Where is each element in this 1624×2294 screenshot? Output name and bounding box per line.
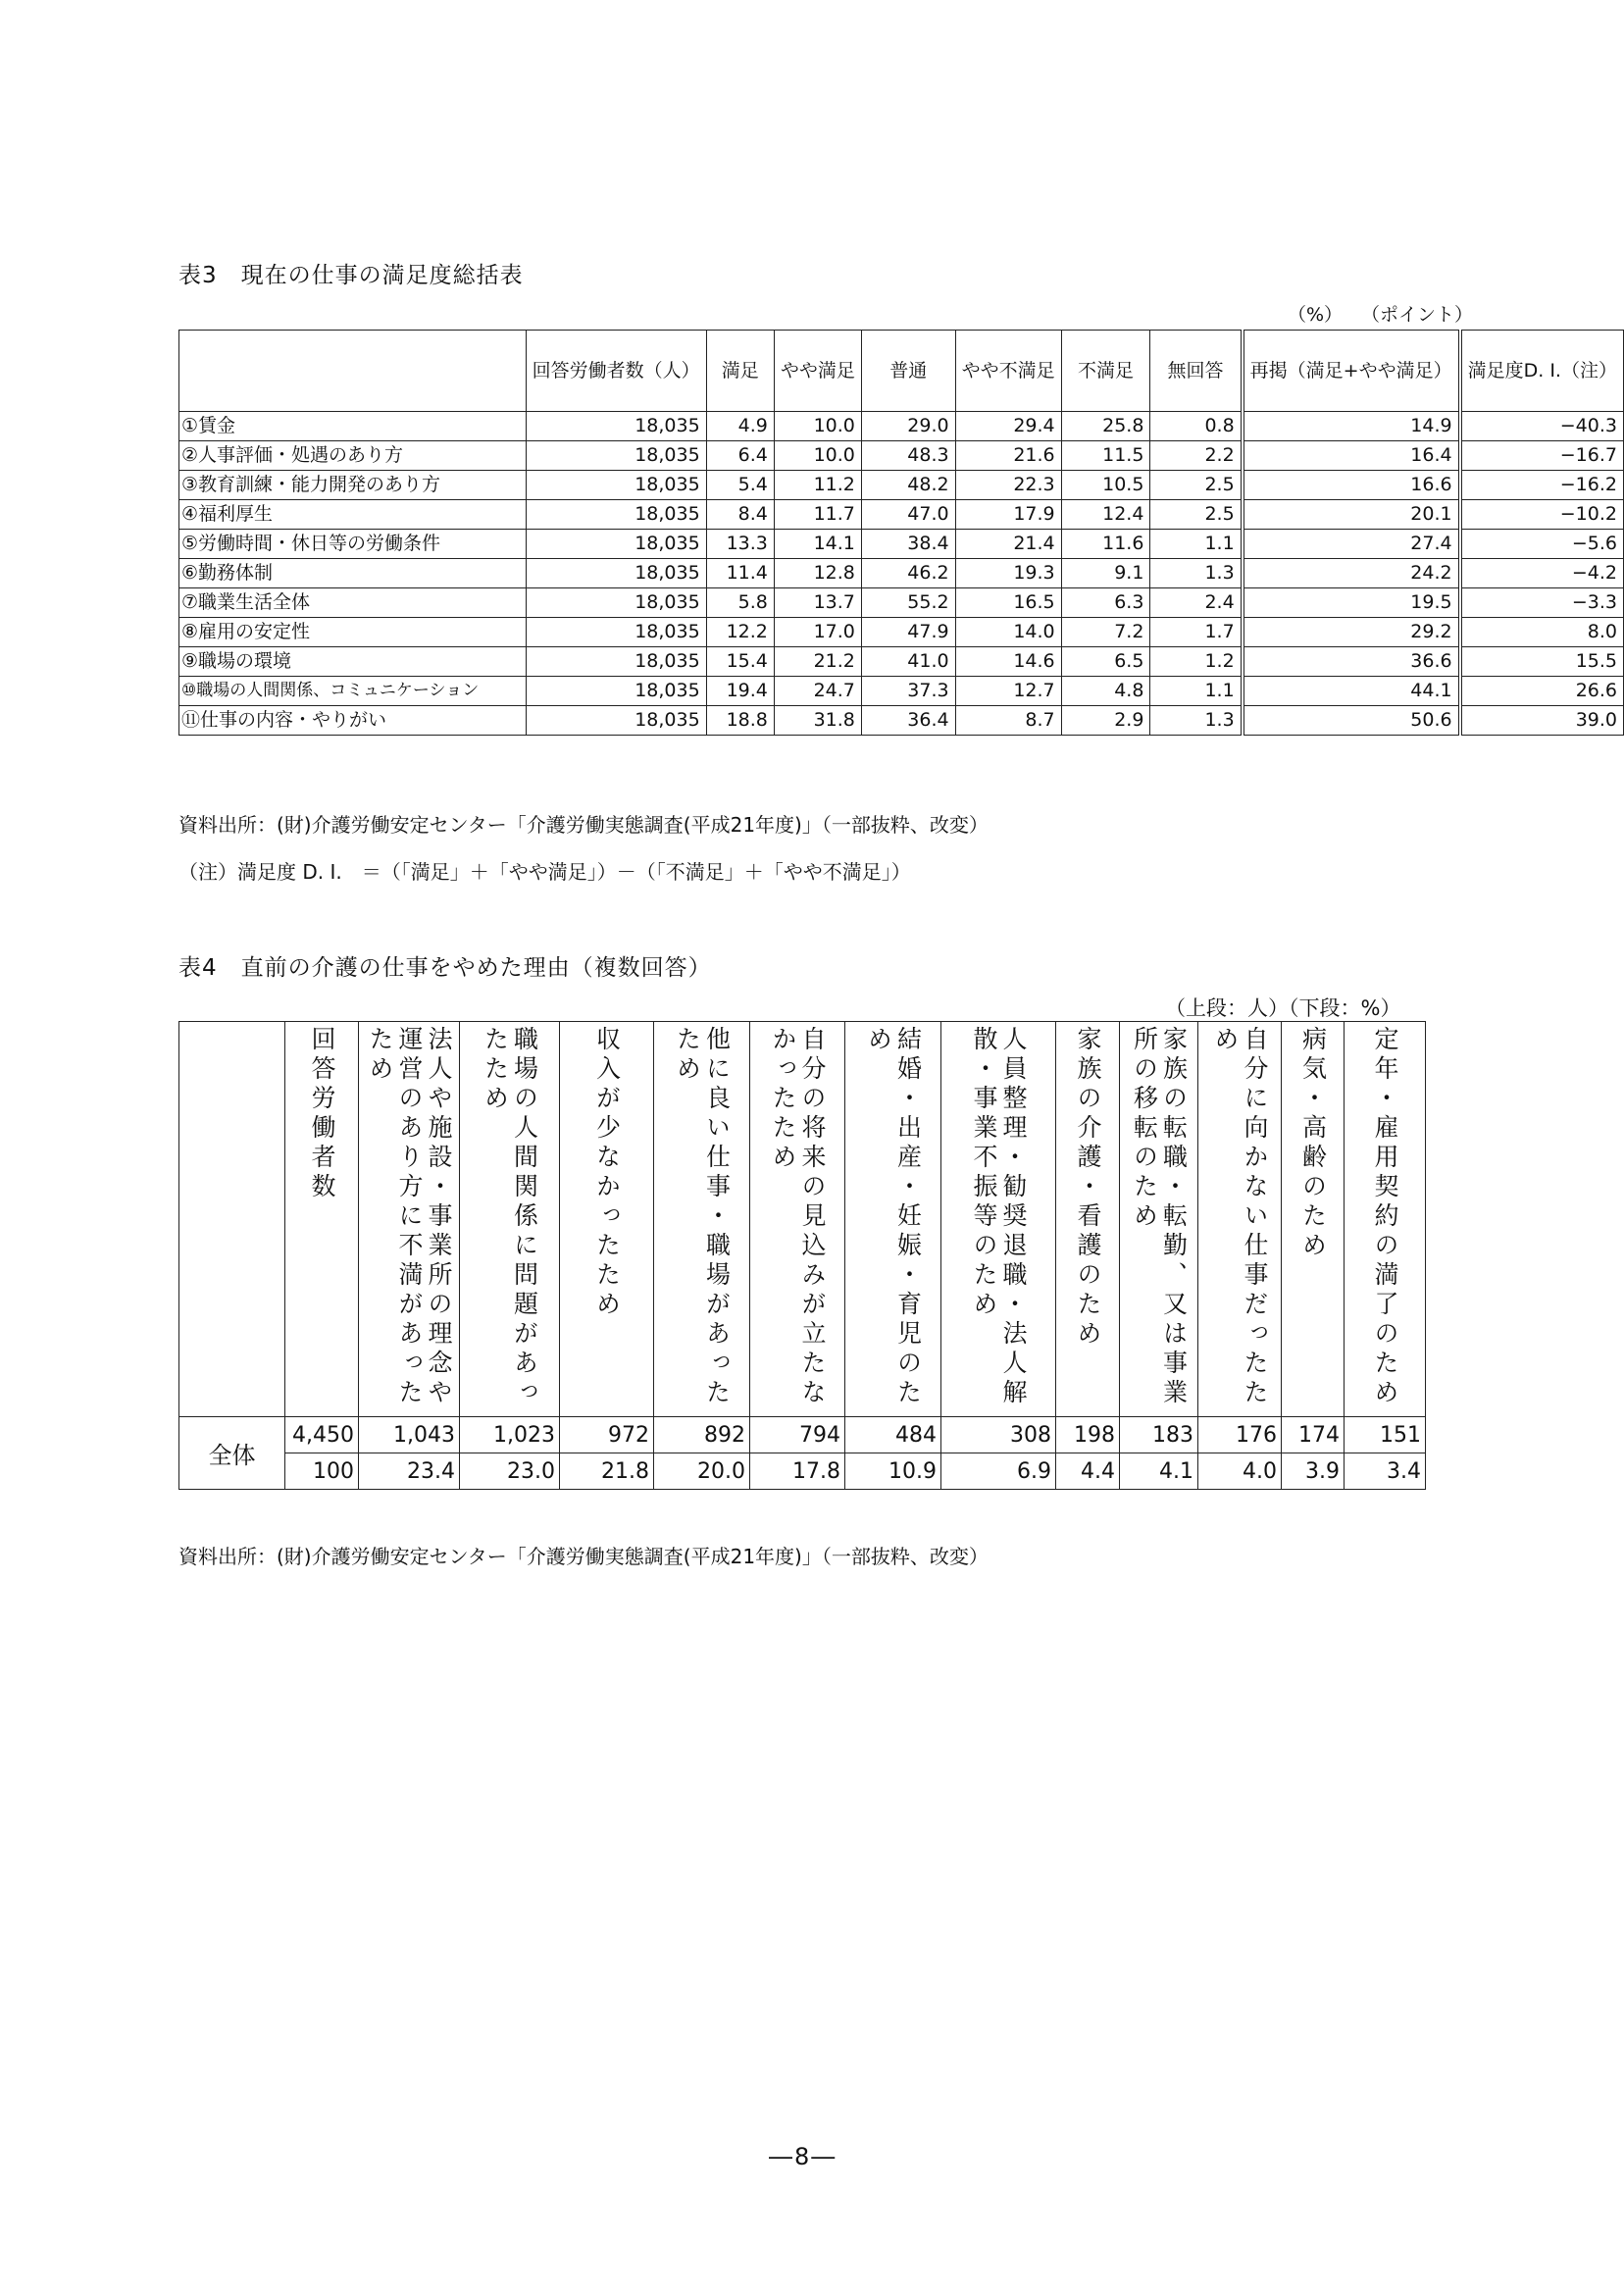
table3-unit-points: （ポイント） <box>1361 304 1474 326</box>
table3-cell: 18.8 <box>706 706 774 736</box>
table4-source: 資料出所：(財)介護労働安定センター「介護労働実態調査(平成21年度)」（一部抜粋、改変） <box>178 1545 989 1568</box>
table4-percent-cell: 100 <box>285 1453 359 1490</box>
table3-corner-cell <box>179 331 527 412</box>
table4-header-text: 人員整理・勧奨退職・法人解散・事業不振等のため <box>970 1026 1028 1408</box>
table3-row <box>179 530 1624 559</box>
table3-row-label: ②人事評価・処遇のあり方 <box>179 441 527 471</box>
table4-count-row <box>179 1417 1426 1453</box>
table4-percent-cell: 4.0 <box>1198 1453 1282 1490</box>
table3-unit-percent: （%） <box>1288 304 1344 326</box>
table4-row-label: 全体 <box>179 1417 285 1490</box>
table3-title: 表3 現在の仕事の満足度総括表 <box>178 263 524 288</box>
table4-percent-cell: 20.0 <box>654 1453 750 1490</box>
table4-count-cell: 484 <box>845 1417 941 1453</box>
table3-cell: 6.5 <box>1061 647 1150 677</box>
table3-cell: 27.4 <box>1243 530 1460 559</box>
table4-header-cell <box>845 1022 941 1417</box>
table3-cell: 4.8 <box>1061 677 1150 706</box>
table3-row-label: ④福利厚生 <box>179 500 527 530</box>
table3-cell: 36.4 <box>861 706 955 736</box>
table4-percent-cell: 10.9 <box>845 1453 941 1490</box>
table3-cell: 2.5 <box>1150 471 1243 500</box>
table3-cell: 6.4 <box>706 441 774 471</box>
table4-count-cell: 183 <box>1120 1417 1198 1453</box>
table3-cell: 18,035 <box>526 530 706 559</box>
table3-cell: 20.1 <box>1243 500 1460 530</box>
table3-row-label: ⑤労働時間・休日等の労働条件 <box>179 530 527 559</box>
table3-cell: 26.6 <box>1460 677 1624 706</box>
table3-header-cell: やや不満足 <box>955 331 1061 412</box>
table3-cell: −40.3 <box>1460 412 1624 441</box>
table4-percent-cell: 23.0 <box>460 1453 560 1490</box>
table4-percent-cell: 21.8 <box>560 1453 654 1490</box>
table4-percent-cell: 4.4 <box>1056 1453 1120 1490</box>
table3-cell: 4.9 <box>706 412 774 441</box>
table3-cell: 37.3 <box>861 677 955 706</box>
table3-cell: 16.5 <box>955 588 1061 618</box>
table3-cell: 2.9 <box>1061 706 1150 736</box>
table3-source: 資料出所：(財)介護労働安定センター「介護労働実態調査(平成21年度)」（一部抜粋、改変） <box>178 813 989 837</box>
table3-cell: 15.4 <box>706 647 774 677</box>
table3-cell: 39.0 <box>1460 706 1624 736</box>
table3-cell: 12.4 <box>1061 500 1150 530</box>
table3-cell: 0.8 <box>1150 412 1243 441</box>
table3-cell: 46.2 <box>861 559 955 588</box>
table4-percent-cell: 6.9 <box>941 1453 1056 1490</box>
table4-header-cell <box>1282 1022 1345 1417</box>
table4-count-cell: 4,450 <box>285 1417 359 1453</box>
table4-count-cell: 972 <box>560 1417 654 1453</box>
table4-header-cell <box>1056 1022 1120 1417</box>
satisfaction-summary-table <box>178 330 1624 736</box>
table3-cell: 13.7 <box>774 588 861 618</box>
table3-cell: 36.6 <box>1243 647 1460 677</box>
table3-header-cell: 回答労働者数（人） <box>526 331 706 412</box>
table3-cell: 12.2 <box>706 618 774 647</box>
table3-cell: 18,035 <box>526 706 706 736</box>
table3-cell: 18,035 <box>526 647 706 677</box>
table4-percent-cell: 4.1 <box>1120 1453 1198 1490</box>
table4-percent-cell: 3.4 <box>1345 1453 1426 1490</box>
table3-cell: −4.2 <box>1460 559 1624 588</box>
table3-cell: 12.7 <box>955 677 1061 706</box>
table3-cell: 38.4 <box>861 530 955 559</box>
table4-header-cell <box>941 1022 1056 1417</box>
table4-header-text: 回答労働者数 <box>308 1026 336 1202</box>
table3-cell: 14.0 <box>955 618 1061 647</box>
table3-cell: 2.4 <box>1150 588 1243 618</box>
table3-cell: 17.0 <box>774 618 861 647</box>
table4-header-cell <box>1345 1022 1426 1417</box>
table4-header-text: 病気・高齢のため <box>1298 1026 1328 1261</box>
table3-cell: 10.5 <box>1061 471 1150 500</box>
table3-cell: 21.2 <box>774 647 861 677</box>
table3-cell: 2.5 <box>1150 500 1243 530</box>
table3-cell: 14.9 <box>1243 412 1460 441</box>
table4-header-cell <box>750 1022 845 1417</box>
table3-row <box>179 677 1624 706</box>
table3-cell: −10.2 <box>1460 500 1624 530</box>
table3-cell: 7.2 <box>1061 618 1150 647</box>
table3-header-cell: 再掲（満足+やや満足） <box>1243 331 1460 412</box>
table3-header-cell: 不満足 <box>1061 331 1150 412</box>
table3-cell: 18,035 <box>526 412 706 441</box>
table3-cell: 18,035 <box>526 588 706 618</box>
table3-cell: 29.0 <box>861 412 955 441</box>
table3-header-cell: 普通 <box>861 331 955 412</box>
table3-cell: 48.2 <box>861 471 955 500</box>
table3-cell: 1.1 <box>1150 530 1243 559</box>
table3-row-label: ③教育訓練・能力開発のあり方 <box>179 471 527 500</box>
table3-cell: 13.3 <box>706 530 774 559</box>
table3-header-cell: 満足 <box>706 331 774 412</box>
table3-cell: 10.0 <box>774 441 861 471</box>
table3-cell: 1.3 <box>1150 706 1243 736</box>
table4-header-text: 自分に向かない仕事だったため <box>1211 1026 1269 1408</box>
table3-row <box>179 559 1624 588</box>
table4-header-text: 結婚・出産・妊娠・育児のため <box>864 1026 923 1408</box>
table4-count-cell: 794 <box>750 1417 845 1453</box>
table3-cell: 16.4 <box>1243 441 1460 471</box>
table3-cell: 15.5 <box>1460 647 1624 677</box>
table4-count-cell: 1,023 <box>460 1417 560 1453</box>
table4-header-cell <box>285 1022 359 1417</box>
table3-header-cell: 無回答 <box>1150 331 1243 412</box>
table3-cell: 11.7 <box>774 500 861 530</box>
table4-corner-cell <box>179 1022 285 1417</box>
table3-cell: 55.2 <box>861 588 955 618</box>
table3-cell: 18,035 <box>526 471 706 500</box>
table3-row-label: ⑪仕事の内容・やりがい <box>179 706 527 736</box>
table3-cell: 25.8 <box>1061 412 1150 441</box>
table3-header-cell: やや満足 <box>774 331 861 412</box>
table3-cell: 17.9 <box>955 500 1061 530</box>
table3-row-label: ①賃金 <box>179 412 527 441</box>
table3-row <box>179 618 1624 647</box>
table3-cell: −3.3 <box>1460 588 1624 618</box>
table4-count-cell: 176 <box>1198 1417 1282 1453</box>
table4-header-text: 自分の将来の見込みが立たなかったため <box>769 1026 827 1408</box>
table3-cell: 31.8 <box>774 706 861 736</box>
table3-cell: 6.3 <box>1061 588 1150 618</box>
table4-header-cell <box>1198 1022 1282 1417</box>
table3-cell: 22.3 <box>955 471 1061 500</box>
table3-cell: 19.4 <box>706 677 774 706</box>
table4-title: 表4 直前の介護の仕事をやめた理由（複数回答） <box>178 955 712 981</box>
table3-cell: 5.4 <box>706 471 774 500</box>
resignation-reasons-table <box>178 1021 1426 1490</box>
table3-cell: 9.1 <box>1061 559 1150 588</box>
table3-cell: 50.6 <box>1243 706 1460 736</box>
table4-header-text: 家族の転職・転勤、又は事業所の移転のため <box>1130 1026 1189 1408</box>
table3-cell: 1.3 <box>1150 559 1243 588</box>
table4-unit: （上段：人）（下段：%） <box>1165 996 1401 1020</box>
table4-percent-cell: 23.4 <box>359 1453 460 1490</box>
page-number: ―8― <box>769 2143 837 2170</box>
table4-percent-row <box>179 1453 1426 1490</box>
table4-count-cell: 198 <box>1056 1417 1120 1453</box>
table3-row <box>179 412 1624 441</box>
table3-row-label: ⑥勤務体制 <box>179 559 527 588</box>
table4-header-text: 他に良い仕事・職場があったため <box>673 1026 732 1408</box>
table3-row <box>179 500 1624 530</box>
table3-cell: 18,035 <box>526 618 706 647</box>
table4-header-cell <box>460 1022 560 1417</box>
table3-cell: 18,035 <box>526 441 706 471</box>
table3-cell: 48.3 <box>861 441 955 471</box>
table3-cell: 24.7 <box>774 677 861 706</box>
table3-cell: 12.8 <box>774 559 861 588</box>
table3-cell: 1.7 <box>1150 618 1243 647</box>
table3-cell: 11.2 <box>774 471 861 500</box>
table3-cell: 21.6 <box>955 441 1061 471</box>
table3-row <box>179 441 1624 471</box>
table3-cell: 11.5 <box>1061 441 1150 471</box>
table4-header-text: 職場の人間関係に問題があったため <box>481 1026 539 1408</box>
table3-cell: 18,035 <box>526 677 706 706</box>
table4-header-text: 定年・雇用契約の満了のため <box>1371 1026 1399 1408</box>
table4-header-cell <box>1120 1022 1198 1417</box>
table3-cell: −5.6 <box>1460 530 1624 559</box>
table4-header-cell <box>654 1022 750 1417</box>
table3-cell: 47.0 <box>861 500 955 530</box>
table3-cell: 8.0 <box>1460 618 1624 647</box>
table3-cell: 1.1 <box>1150 677 1243 706</box>
table3-cell: 1.2 <box>1150 647 1243 677</box>
table3-cell: 41.0 <box>861 647 955 677</box>
table3-row-label: ⑩職場の人間関係、コミュニケーション <box>179 677 527 706</box>
table4-header-row <box>179 1022 1426 1417</box>
table3-cell: 16.6 <box>1243 471 1460 500</box>
table4-count-cell: 151 <box>1345 1417 1426 1453</box>
table3-row <box>179 471 1624 500</box>
table3-header-row <box>179 331 1624 412</box>
table3-note: （注）満足度 D. I. ＝（「満足」＋「やや満足」）－（「不満足」＋「やや不満足」） <box>178 860 911 884</box>
table3-cell: 11.4 <box>706 559 774 588</box>
table4-header-text: 法人や施設・事業所の理念や運営のあり方に不満があったため <box>366 1026 453 1408</box>
table3-row <box>179 706 1624 736</box>
table3-cell: −16.2 <box>1460 471 1624 500</box>
table4-count-cell: 1,043 <box>359 1417 460 1453</box>
table4-header-cell <box>359 1022 460 1417</box>
table4-header-text: 家族の介護・看護のため <box>1074 1026 1102 1350</box>
table3-cell: 14.6 <box>955 647 1061 677</box>
table3-cell: 8.4 <box>706 500 774 530</box>
table3-cell: 19.5 <box>1243 588 1460 618</box>
table4-percent-cell: 17.8 <box>750 1453 845 1490</box>
table4-count-cell: 174 <box>1282 1417 1345 1453</box>
table3-cell: 8.7 <box>955 706 1061 736</box>
table3-cell: 29.4 <box>955 412 1061 441</box>
table4-count-cell: 308 <box>941 1417 1056 1453</box>
table3-header-cell: 満足度D. I.（注） <box>1460 331 1624 412</box>
table3-row <box>179 588 1624 618</box>
table3-cell: 14.1 <box>774 530 861 559</box>
table3-cell: 11.6 <box>1061 530 1150 559</box>
table3-row <box>179 647 1624 677</box>
table4-header-text: 収入が少なかったため <box>592 1026 622 1320</box>
table3-cell: 24.2 <box>1243 559 1460 588</box>
table4-percent-cell: 3.9 <box>1282 1453 1345 1490</box>
table3-cell: 44.1 <box>1243 677 1460 706</box>
table3-cell: 10.0 <box>774 412 861 441</box>
table3-cell: 18,035 <box>526 559 706 588</box>
table4-count-cell: 892 <box>654 1417 750 1453</box>
table3-row-label: ⑦職業生活全体 <box>179 588 527 618</box>
table4-header-cell <box>560 1022 654 1417</box>
table3-cell: 47.9 <box>861 618 955 647</box>
table3-cell: 21.4 <box>955 530 1061 559</box>
table3-cell: 2.2 <box>1150 441 1243 471</box>
table3-cell: 5.8 <box>706 588 774 618</box>
table3-row-label: ⑧雇用の安定性 <box>179 618 527 647</box>
table3-cell: 29.2 <box>1243 618 1460 647</box>
table3-cell: 19.3 <box>955 559 1061 588</box>
table3-row-label: ⑨職場の環境 <box>179 647 527 677</box>
table3-cell: 18,035 <box>526 500 706 530</box>
table3-cell: −16.7 <box>1460 441 1624 471</box>
